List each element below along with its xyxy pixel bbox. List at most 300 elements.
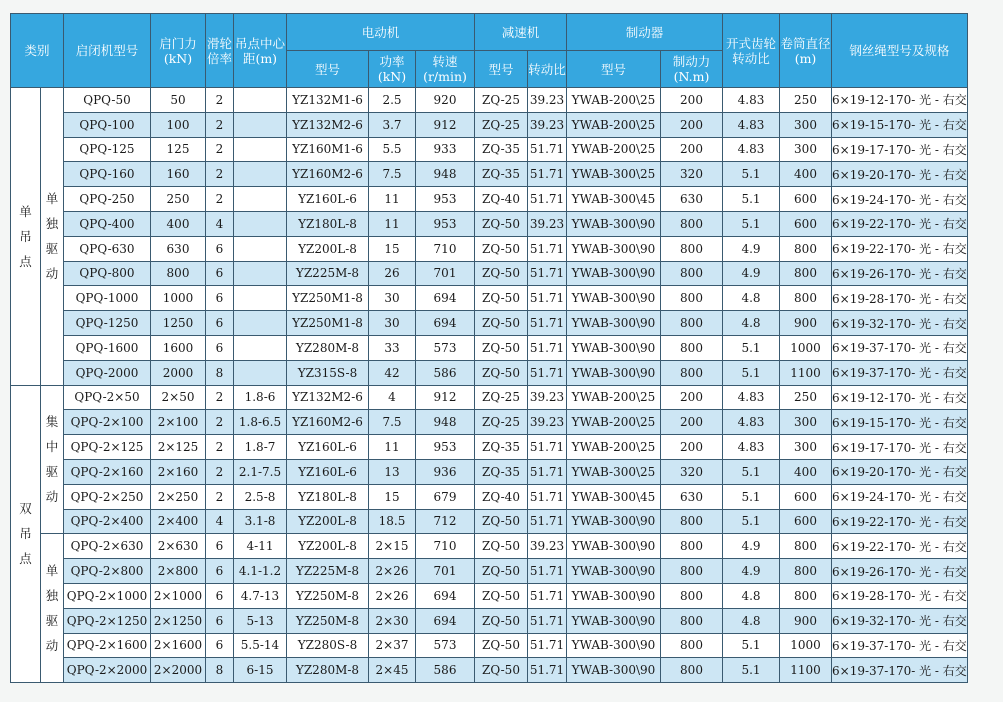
cell-reducer-ratio: 51.71 bbox=[528, 559, 567, 584]
cell-brake-force: 630 bbox=[661, 484, 723, 509]
cell-reducer-ratio: 51.71 bbox=[528, 658, 567, 683]
cell-model: QPQ-2×1000 bbox=[64, 583, 151, 608]
cell-brake-model: YWAB-300\25 bbox=[567, 162, 661, 187]
cell-motor-speed: 586 bbox=[416, 658, 475, 683]
cell-wire-rope: 6×19-28-170- 光 - 右交 bbox=[832, 286, 968, 311]
cell-reducer-ratio: 51.71 bbox=[528, 261, 567, 286]
cell-reducer-ratio: 51.71 bbox=[528, 459, 567, 484]
cell-ratio: 6 bbox=[206, 608, 234, 633]
cell-distance: 4.7-13 bbox=[234, 583, 287, 608]
cell-ratio: 6 bbox=[206, 261, 234, 286]
cell-motor-power: 4 bbox=[369, 385, 416, 410]
cell-motor-model: YZ315S-8 bbox=[287, 360, 369, 385]
cell-wire-rope: 6×19-22-170- 光 - 右交 bbox=[832, 509, 968, 534]
cell-force: 100 bbox=[151, 112, 206, 137]
cell-brake-force: 320 bbox=[661, 459, 723, 484]
cell-brake-model: YWAB-300\45 bbox=[567, 187, 661, 212]
cell-gear-ratio: 5.1 bbox=[723, 360, 780, 385]
cell-distance: 6-15 bbox=[234, 658, 287, 683]
cell-motor-speed: 933 bbox=[416, 137, 475, 162]
cell-force: 2×1250 bbox=[151, 608, 206, 633]
cell-wire-rope: 6×19-22-170- 光 - 右交 bbox=[832, 236, 968, 261]
cell-motor-model: YZ160L-6 bbox=[287, 435, 369, 460]
cell-motor-power: 30 bbox=[369, 311, 416, 336]
header-model: 启闭机型号 bbox=[64, 14, 151, 88]
cell-brake-model: YWAB-300\90 bbox=[567, 534, 661, 559]
cell-wire-rope: 6×19-15-170- 光 - 右交 bbox=[832, 410, 968, 435]
cell-model: QPQ-100 bbox=[64, 112, 151, 137]
cell-force: 1600 bbox=[151, 335, 206, 360]
cell-brake-force: 800 bbox=[661, 286, 723, 311]
table-row bbox=[11, 633, 968, 658]
cell-model: QPQ-125 bbox=[64, 137, 151, 162]
cell-motor-power: 30 bbox=[369, 286, 416, 311]
cell-wire-rope: 6×19-15-170- 光 - 右交 bbox=[832, 112, 968, 137]
cell-distance: 5.5-14 bbox=[234, 633, 287, 658]
cell-reducer-ratio: 51.71 bbox=[528, 311, 567, 336]
cell-force: 2×800 bbox=[151, 559, 206, 584]
cell-brake-model: YWAB-300\90 bbox=[567, 583, 661, 608]
cell-drum-diameter: 800 bbox=[780, 236, 832, 261]
cell-motor-model: YZ250M1-8 bbox=[287, 311, 369, 336]
cell-distance bbox=[234, 211, 287, 236]
cell-brake-force: 800 bbox=[661, 633, 723, 658]
cell-force: 1000 bbox=[151, 286, 206, 311]
cell-force: 2×400 bbox=[151, 509, 206, 534]
table-row bbox=[11, 608, 968, 633]
cell-model: QPQ-2×50 bbox=[64, 385, 151, 410]
table-row bbox=[11, 410, 968, 435]
header-category: 类别 bbox=[11, 14, 64, 88]
cell-brake-model: YWAB-200\25 bbox=[567, 410, 661, 435]
cell-brake-model: YWAB-300\90 bbox=[567, 211, 661, 236]
cell-motor-model: YZ180L-8 bbox=[287, 484, 369, 509]
cell-brake-force: 800 bbox=[661, 335, 723, 360]
cell-brake-model: YWAB-300\90 bbox=[567, 236, 661, 261]
cell-reducer-model: ZQ-50 bbox=[475, 608, 528, 633]
cell-drum-diameter: 800 bbox=[780, 583, 832, 608]
cell-wire-rope: 6×19-17-170- 光 - 右交 bbox=[832, 435, 968, 460]
cell-motor-speed: 701 bbox=[416, 559, 475, 584]
cell-brake-model: YWAB-300\90 bbox=[567, 559, 661, 584]
table-row bbox=[11, 236, 968, 261]
cell-motor-power: 26 bbox=[369, 261, 416, 286]
cell-motor-model: YZ280M-8 bbox=[287, 335, 369, 360]
cell-reducer-model: ZQ-50 bbox=[475, 633, 528, 658]
cell-motor-speed: 710 bbox=[416, 236, 475, 261]
table-row bbox=[11, 112, 968, 137]
cell-wire-rope: 6×19-24-170- 光 - 右交 bbox=[832, 484, 968, 509]
cell-drum-diameter: 1000 bbox=[780, 335, 832, 360]
cell-reducer-model: ZQ-50 bbox=[475, 211, 528, 236]
cell-ratio: 6 bbox=[206, 236, 234, 261]
cell-distance bbox=[234, 311, 287, 336]
cell-force: 630 bbox=[151, 236, 206, 261]
table-row bbox=[11, 88, 968, 113]
page-edge-decoration bbox=[0, 0, 8, 702]
cell-reducer-model: ZQ-50 bbox=[475, 559, 528, 584]
cell-reducer-ratio: 39.23 bbox=[528, 410, 567, 435]
cell-motor-power: 3.7 bbox=[369, 112, 416, 137]
cell-motor-power: 2×37 bbox=[369, 633, 416, 658]
header-motor-speed: 转速(r/min) bbox=[416, 51, 475, 88]
table-row bbox=[11, 211, 968, 236]
cell-model: QPQ-2000 bbox=[64, 360, 151, 385]
cell-force: 400 bbox=[151, 211, 206, 236]
cell-motor-model: YZ160M1-6 bbox=[287, 137, 369, 162]
cell-reducer-ratio: 51.71 bbox=[528, 187, 567, 212]
cell-motor-power: 11 bbox=[369, 187, 416, 212]
cell-brake-model: YWAB-300\90 bbox=[567, 311, 661, 336]
cell-motor-model: YZ160L-6 bbox=[287, 459, 369, 484]
cell-reducer-ratio: 51.71 bbox=[528, 236, 567, 261]
cell-model: QPQ-800 bbox=[64, 261, 151, 286]
cell-motor-model: YZ200L-8 bbox=[287, 534, 369, 559]
cell-gear-ratio: 5.1 bbox=[723, 658, 780, 683]
cell-model: QPQ-2×100 bbox=[64, 410, 151, 435]
cell-motor-power: 11 bbox=[369, 435, 416, 460]
cell-model: QPQ-160 bbox=[64, 162, 151, 187]
cell-drum-diameter: 800 bbox=[780, 261, 832, 286]
cell-reducer-model: ZQ-50 bbox=[475, 509, 528, 534]
cell-brake-model: YWAB-200\25 bbox=[567, 137, 661, 162]
cell-wire-rope: 6×19-32-170- 光 - 右交 bbox=[832, 311, 968, 336]
header-reducer-ratio: 转动比 bbox=[528, 51, 567, 88]
cell-model: QPQ-2×1600 bbox=[64, 633, 151, 658]
cell-wire-rope: 6×19-37-170- 光 - 右交 bbox=[832, 335, 968, 360]
cell-brake-model: YWAB-300\90 bbox=[567, 286, 661, 311]
cell-gear-ratio: 5.1 bbox=[723, 335, 780, 360]
header-brake-force: 制动力(N.m) bbox=[661, 51, 723, 88]
table-row bbox=[11, 137, 968, 162]
header-reducer: 减速机 bbox=[475, 14, 567, 51]
cell-brake-model: YWAB-300\90 bbox=[567, 509, 661, 534]
cell-model: QPQ-50 bbox=[64, 88, 151, 113]
cell-ratio: 8 bbox=[206, 360, 234, 385]
cell-ratio: 6 bbox=[206, 633, 234, 658]
cell-wire-rope: 6×19-22-170- 光 - 右交 bbox=[832, 534, 968, 559]
cell-distance bbox=[234, 261, 287, 286]
cell-reducer-ratio: 51.71 bbox=[528, 137, 567, 162]
cell-reducer-model: ZQ-40 bbox=[475, 187, 528, 212]
cell-drum-diameter: 250 bbox=[780, 88, 832, 113]
cell-model: QPQ-1250 bbox=[64, 311, 151, 336]
cell-gear-ratio: 5.1 bbox=[723, 484, 780, 509]
cell-brake-force: 800 bbox=[661, 534, 723, 559]
table-row bbox=[11, 360, 968, 385]
cell-brake-force: 800 bbox=[661, 608, 723, 633]
cell-motor-speed: 953 bbox=[416, 187, 475, 212]
cell-force: 2×125 bbox=[151, 435, 206, 460]
cell-model: QPQ-2×630 bbox=[64, 534, 151, 559]
cell-distance bbox=[234, 286, 287, 311]
cell-motor-speed: 586 bbox=[416, 360, 475, 385]
cell-distance bbox=[234, 360, 287, 385]
cell-motor-model: YZ280M-8 bbox=[287, 658, 369, 683]
cell-ratio: 2 bbox=[206, 187, 234, 212]
cell-motor-power: 2×15 bbox=[369, 534, 416, 559]
cell-ratio: 2 bbox=[206, 137, 234, 162]
cell-motor-speed: 912 bbox=[416, 112, 475, 137]
cell-ratio: 2 bbox=[206, 162, 234, 187]
table-row bbox=[11, 658, 968, 683]
cell-drum-diameter: 800 bbox=[780, 559, 832, 584]
cell-motor-power: 7.5 bbox=[369, 410, 416, 435]
header-motor: 电动机 bbox=[287, 14, 475, 51]
cell-drum-diameter: 400 bbox=[780, 459, 832, 484]
cell-model: QPQ-400 bbox=[64, 211, 151, 236]
cell-motor-speed: 701 bbox=[416, 261, 475, 286]
cell-brake-model: YWAB-300\90 bbox=[567, 261, 661, 286]
cell-ratio: 6 bbox=[206, 286, 234, 311]
table-row bbox=[11, 484, 968, 509]
cell-motor-speed: 694 bbox=[416, 608, 475, 633]
cell-motor-model: YZ132M1-6 bbox=[287, 88, 369, 113]
cell-motor-speed: 912 bbox=[416, 385, 475, 410]
cell-distance: 2.1-7.5 bbox=[234, 459, 287, 484]
cell-brake-force: 800 bbox=[661, 261, 723, 286]
cell-motor-power: 18.5 bbox=[369, 509, 416, 534]
cell-brake-force: 200 bbox=[661, 112, 723, 137]
cell-distance: 5-13 bbox=[234, 608, 287, 633]
cell-motor-speed: 953 bbox=[416, 435, 475, 460]
cell-brake-model: YWAB-300\90 bbox=[567, 633, 661, 658]
header-wire-rope: 钢丝绳型号及规格 bbox=[832, 14, 968, 88]
cell-force: 2×1000 bbox=[151, 583, 206, 608]
hoist-spec-table bbox=[10, 13, 968, 683]
cell-brake-model: YWAB-200\25 bbox=[567, 112, 661, 137]
header-reducer-model: 型号 bbox=[475, 51, 528, 88]
cell-reducer-ratio: 51.71 bbox=[528, 509, 567, 534]
subgroup-central-drive: 集 中 驱 动 bbox=[41, 385, 64, 534]
cell-ratio: 2 bbox=[206, 112, 234, 137]
cell-drum-diameter: 600 bbox=[780, 187, 832, 212]
table-row bbox=[11, 559, 968, 584]
header-brake-model: 型号 bbox=[567, 51, 661, 88]
cell-distance bbox=[234, 112, 287, 137]
cell-distance: 1.8-6.5 bbox=[234, 410, 287, 435]
cell-gear-ratio: 5.1 bbox=[723, 509, 780, 534]
cell-reducer-model: ZQ-50 bbox=[475, 286, 528, 311]
cell-ratio: 2 bbox=[206, 459, 234, 484]
cell-force: 50 bbox=[151, 88, 206, 113]
cell-force: 250 bbox=[151, 187, 206, 212]
header-drum-diameter: 卷筒直径(m) bbox=[780, 14, 832, 88]
header-gear-ratio: 开式齿轮转动比 bbox=[723, 14, 780, 88]
cell-brake-force: 200 bbox=[661, 435, 723, 460]
cell-reducer-model: ZQ-50 bbox=[475, 534, 528, 559]
cell-ratio: 8 bbox=[206, 658, 234, 683]
spec-table-container bbox=[10, 13, 968, 683]
cell-motor-model: YZ160M2-6 bbox=[287, 162, 369, 187]
cell-reducer-ratio: 51.71 bbox=[528, 360, 567, 385]
cell-brake-model: YWAB-300\90 bbox=[567, 335, 661, 360]
cell-distance: 1.8-6 bbox=[234, 385, 287, 410]
cell-brake-model: YWAB-300\90 bbox=[567, 658, 661, 683]
cell-force: 2×160 bbox=[151, 459, 206, 484]
cell-wire-rope: 6×19-37-170- 光 - 右交 bbox=[832, 658, 968, 683]
cell-wire-rope: 6×19-32-170- 光 - 右交 bbox=[832, 608, 968, 633]
cell-drum-diameter: 600 bbox=[780, 211, 832, 236]
cell-ratio: 2 bbox=[206, 435, 234, 460]
cell-motor-model: YZ250M-8 bbox=[287, 583, 369, 608]
cell-motor-speed: 679 bbox=[416, 484, 475, 509]
cell-reducer-ratio: 39.23 bbox=[528, 112, 567, 137]
cell-motor-model: YZ160M2-6 bbox=[287, 410, 369, 435]
table-row bbox=[11, 435, 968, 460]
cell-drum-diameter: 600 bbox=[780, 484, 832, 509]
cell-wire-rope: 6×19-37-170- 光 - 右交 bbox=[832, 360, 968, 385]
cell-motor-power: 13 bbox=[369, 459, 416, 484]
cell-drum-diameter: 300 bbox=[780, 137, 832, 162]
cell-ratio: 2 bbox=[206, 410, 234, 435]
cell-brake-model: YWAB-200\25 bbox=[567, 435, 661, 460]
header-brake: 制动器 bbox=[567, 14, 723, 51]
cell-ratio: 6 bbox=[206, 583, 234, 608]
cell-brake-force: 800 bbox=[661, 211, 723, 236]
table-row bbox=[11, 534, 968, 559]
cell-wire-rope: 6×19-12-170- 光 - 右交 bbox=[832, 385, 968, 410]
header-motor-power: 功率(kN) bbox=[369, 51, 416, 88]
cell-reducer-model: ZQ-35 bbox=[475, 435, 528, 460]
cell-motor-power: 15 bbox=[369, 484, 416, 509]
cell-reducer-model: ZQ-35 bbox=[475, 459, 528, 484]
cell-gear-ratio: 5.1 bbox=[723, 187, 780, 212]
table-row bbox=[11, 335, 968, 360]
cell-motor-power: 2×30 bbox=[369, 608, 416, 633]
cell-brake-force: 800 bbox=[661, 658, 723, 683]
cell-distance: 1.8-7 bbox=[234, 435, 287, 460]
cell-motor-power: 11 bbox=[369, 211, 416, 236]
cell-brake-force: 630 bbox=[661, 187, 723, 212]
cell-distance bbox=[234, 137, 287, 162]
cell-force: 2×630 bbox=[151, 534, 206, 559]
cell-brake-force: 200 bbox=[661, 88, 723, 113]
cell-model: QPQ-2×2000 bbox=[64, 658, 151, 683]
cell-motor-power: 2×45 bbox=[369, 658, 416, 683]
cell-reducer-ratio: 51.71 bbox=[528, 484, 567, 509]
cell-gear-ratio: 4.9 bbox=[723, 534, 780, 559]
cell-motor-model: YZ132M2-6 bbox=[287, 112, 369, 137]
cell-motor-speed: 573 bbox=[416, 335, 475, 360]
cell-wire-rope: 6×19-12-170- 光 - 右交 bbox=[832, 88, 968, 113]
cell-drum-diameter: 300 bbox=[780, 112, 832, 137]
cell-reducer-model: ZQ-50 bbox=[475, 335, 528, 360]
cell-gear-ratio: 4.9 bbox=[723, 261, 780, 286]
cell-gear-ratio: 5.1 bbox=[723, 633, 780, 658]
cell-brake-force: 320 bbox=[661, 162, 723, 187]
cell-drum-diameter: 900 bbox=[780, 608, 832, 633]
cell-force: 2×2000 bbox=[151, 658, 206, 683]
cell-gear-ratio: 4.8 bbox=[723, 583, 780, 608]
cell-motor-model: YZ180L-8 bbox=[287, 211, 369, 236]
cell-drum-diameter: 800 bbox=[780, 286, 832, 311]
cell-reducer-model: ZQ-25 bbox=[475, 88, 528, 113]
cell-reducer-model: ZQ-40 bbox=[475, 484, 528, 509]
cell-motor-speed: 710 bbox=[416, 534, 475, 559]
cell-distance bbox=[234, 236, 287, 261]
cell-wire-rope: 6×19-20-170- 光 - 右交 bbox=[832, 459, 968, 484]
cell-wire-rope: 6×19-17-170- 光 - 右交 bbox=[832, 137, 968, 162]
cell-ratio: 2 bbox=[206, 88, 234, 113]
cell-model: QPQ-2×125 bbox=[64, 435, 151, 460]
cell-gear-ratio: 4.83 bbox=[723, 435, 780, 460]
cell-force: 800 bbox=[151, 261, 206, 286]
cell-gear-ratio: 5.1 bbox=[723, 459, 780, 484]
cell-ratio: 6 bbox=[206, 559, 234, 584]
cell-motor-power: 2×26 bbox=[369, 559, 416, 584]
table-row bbox=[11, 459, 968, 484]
header-distance: 吊点中心距(m) bbox=[234, 14, 287, 88]
cell-gear-ratio: 4.8 bbox=[723, 311, 780, 336]
cell-gear-ratio: 5.1 bbox=[723, 162, 780, 187]
cell-motor-power: 5.5 bbox=[369, 137, 416, 162]
cell-motor-speed: 948 bbox=[416, 410, 475, 435]
cell-distance bbox=[234, 187, 287, 212]
cell-reducer-ratio: 51.71 bbox=[528, 162, 567, 187]
cell-model: QPQ-1600 bbox=[64, 335, 151, 360]
cell-motor-model: YZ280S-8 bbox=[287, 633, 369, 658]
cell-drum-diameter: 800 bbox=[780, 534, 832, 559]
cell-motor-model: YZ250M1-8 bbox=[287, 286, 369, 311]
cell-model: QPQ-2×800 bbox=[64, 559, 151, 584]
group-single-hoist-point: 单 吊 点 bbox=[11, 88, 41, 386]
cell-motor-model: YZ200L-8 bbox=[287, 236, 369, 261]
cell-motor-power: 2.5 bbox=[369, 88, 416, 113]
cell-force: 2000 bbox=[151, 360, 206, 385]
cell-drum-diameter: 600 bbox=[780, 509, 832, 534]
subgroup-double-single-drive: 单 独 驱 动 bbox=[41, 534, 64, 683]
cell-wire-rope: 6×19-22-170- 光 - 右交 bbox=[832, 211, 968, 236]
cell-brake-model: YWAB-300\90 bbox=[567, 360, 661, 385]
cell-reducer-ratio: 39.23 bbox=[528, 534, 567, 559]
cell-force: 160 bbox=[151, 162, 206, 187]
cell-force: 2×250 bbox=[151, 484, 206, 509]
table-row bbox=[11, 509, 968, 534]
cell-gear-ratio: 4.8 bbox=[723, 286, 780, 311]
cell-ratio: 6 bbox=[206, 335, 234, 360]
cell-model: QPQ-2×160 bbox=[64, 459, 151, 484]
cell-motor-speed: 712 bbox=[416, 509, 475, 534]
table-row bbox=[11, 311, 968, 336]
cell-brake-model: YWAB-300\25 bbox=[567, 459, 661, 484]
cell-force: 2×100 bbox=[151, 410, 206, 435]
cell-motor-speed: 920 bbox=[416, 88, 475, 113]
cell-force: 1250 bbox=[151, 311, 206, 336]
cell-drum-diameter: 1100 bbox=[780, 658, 832, 683]
cell-ratio: 6 bbox=[206, 534, 234, 559]
cell-distance: 3.1-8 bbox=[234, 509, 287, 534]
cell-wire-rope: 6×19-37-170- 光 - 右交 bbox=[832, 633, 968, 658]
cell-reducer-ratio: 51.71 bbox=[528, 583, 567, 608]
cell-motor-speed: 694 bbox=[416, 311, 475, 336]
cell-motor-model: YZ200L-8 bbox=[287, 509, 369, 534]
cell-distance: 2.5-8 bbox=[234, 484, 287, 509]
cell-motor-power: 2×26 bbox=[369, 583, 416, 608]
cell-reducer-ratio: 51.71 bbox=[528, 633, 567, 658]
cell-wire-rope: 6×19-24-170- 光 - 右交 bbox=[832, 187, 968, 212]
cell-brake-force: 800 bbox=[661, 509, 723, 534]
cell-force: 2×1600 bbox=[151, 633, 206, 658]
cell-drum-diameter: 900 bbox=[780, 311, 832, 336]
cell-model: QPQ-250 bbox=[64, 187, 151, 212]
cell-model: QPQ-1000 bbox=[64, 286, 151, 311]
cell-wire-rope: 6×19-28-170- 光 - 右交 bbox=[832, 583, 968, 608]
cell-gear-ratio: 4.83 bbox=[723, 410, 780, 435]
table-row bbox=[11, 187, 968, 212]
cell-model: QPQ-2×1250 bbox=[64, 608, 151, 633]
cell-reducer-ratio: 51.71 bbox=[528, 286, 567, 311]
